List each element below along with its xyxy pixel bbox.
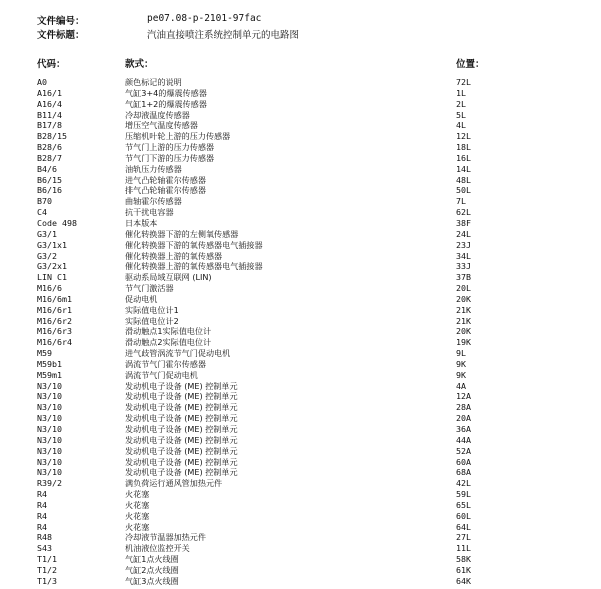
component-position: 68A — [456, 467, 471, 478]
component-position: 21K — [456, 304, 471, 315]
component-description: 催化转换器上游的氧传感器 — [125, 250, 223, 261]
table-row — [0, 142, 601, 153]
component-code: N3/10 — [37, 456, 62, 467]
component-code: R39/2 — [37, 478, 62, 489]
component-position: 28A — [456, 402, 471, 413]
table-row — [0, 435, 601, 446]
component-code: R4 — [37, 521, 47, 532]
component-position: 58K — [456, 554, 471, 565]
table-row — [0, 272, 601, 283]
component-position: 42L — [456, 478, 471, 489]
table-row — [0, 218, 601, 229]
component-code: M59b1 — [37, 358, 62, 369]
table-row — [0, 467, 601, 478]
table-row — [0, 164, 601, 175]
component-code: N3/10 — [37, 391, 62, 402]
component-code: N3/10 — [37, 424, 62, 434]
component-code: A0 — [37, 77, 47, 87]
component-description: 涡流节气门霍尔传感器 — [125, 358, 206, 369]
table-row — [0, 153, 601, 164]
component-description: 油轨压力传感器 — [125, 163, 182, 174]
component-description: 发动机电子设备 (ME) 控制单元 — [125, 380, 238, 391]
component-position: 59L — [456, 489, 471, 500]
component-position: 4A — [456, 380, 466, 391]
component-description: 发动机电子设备 (ME) 控制单元 — [125, 445, 238, 456]
table-row — [0, 348, 601, 359]
component-position: 9K — [456, 369, 466, 380]
component-description: 气缸3+4的爆震传感器 — [125, 87, 207, 98]
table-row — [0, 229, 601, 240]
component-description: 气缸1点火线圈 — [125, 554, 179, 565]
table-row — [0, 326, 601, 337]
component-description: 颜色标记的说明 — [125, 77, 182, 87]
component-description: 气缸2点火线圈 — [125, 564, 179, 575]
table-row — [0, 457, 601, 468]
component-position: 21K — [456, 315, 471, 326]
component-position: 20K — [456, 326, 471, 337]
component-position: 38F — [456, 217, 471, 228]
component-list — [0, 77, 601, 587]
component-description: 冷却液节温器加热元件 — [125, 532, 206, 543]
component-code: B28/6 — [37, 142, 62, 153]
document-number-label: 文件编号： — [37, 16, 85, 27]
component-position: 20K — [456, 293, 471, 304]
component-code: G3/2x1 — [37, 261, 67, 272]
component-code: B28/15 — [37, 131, 67, 142]
component-code: T1/2 — [37, 564, 57, 575]
component-position: 19K — [456, 337, 471, 348]
component-code: M16/6r4 — [37, 337, 72, 348]
table-row — [0, 110, 601, 121]
component-description: 催化转换器下游的左侧氧传感器 — [125, 228, 239, 239]
component-position: 44A — [456, 434, 471, 445]
component-position: 4L — [456, 120, 466, 131]
component-description: 冷却液温度传感器 — [125, 109, 190, 120]
component-description: 抗干扰电容器 — [125, 207, 174, 218]
component-position: 60L — [456, 510, 471, 521]
component-description: 发动机电子设备 (ME) 控制单元 — [125, 424, 238, 434]
component-position: 50L — [456, 185, 471, 196]
component-description: 火花塞 — [125, 521, 150, 532]
component-code: M16/6r1 — [37, 304, 72, 315]
component-description: 催化转换器上游的氧传感器电气插接器 — [125, 261, 263, 272]
component-code: B4/6 — [37, 163, 57, 174]
component-code: LIN C1 — [37, 272, 67, 283]
component-code: A16/1 — [37, 87, 62, 98]
table-row — [0, 576, 601, 587]
component-description: 发动机电子设备 (ME) 控制单元 — [125, 391, 238, 402]
component-description: 气缸1+2的爆震传感器 — [125, 98, 207, 109]
table-row — [0, 381, 601, 392]
component-code: M16/6r3 — [37, 326, 72, 337]
component-position: 62L — [456, 207, 471, 218]
table-row — [0, 240, 601, 251]
component-description: 火花塞 — [125, 489, 150, 500]
component-description: 滑动触点2实际值电位计 — [125, 337, 212, 348]
component-position: 33J — [456, 261, 471, 272]
component-description: 机油液位监控开关 — [125, 543, 190, 554]
component-position: 12A — [456, 391, 471, 402]
table-row — [0, 478, 601, 489]
document-number-value: pe07.08-p-2101-97fac — [147, 13, 262, 24]
component-code: R4 — [37, 499, 47, 510]
table-row — [0, 391, 601, 402]
component-code: G3/2 — [37, 250, 57, 261]
component-code: B70 — [37, 196, 52, 207]
component-description: 节气门激活器 — [125, 283, 174, 294]
component-code: R4 — [37, 510, 47, 521]
table-row — [0, 402, 601, 413]
component-description: 促动电机 — [125, 293, 158, 304]
component-code: R48 — [37, 532, 52, 543]
component-code: N3/10 — [37, 402, 62, 413]
component-code: B17/8 — [37, 120, 62, 131]
component-code: M59m1 — [37, 369, 62, 380]
component-position: 16L — [456, 152, 471, 163]
component-description: 日本版本 — [125, 217, 158, 228]
component-code: B28/7 — [37, 152, 62, 163]
component-position: 14L — [456, 163, 471, 174]
component-description: 进气凸轮轴霍尔传感器 — [125, 174, 206, 185]
table-row — [0, 305, 601, 316]
component-position: 20L — [456, 283, 471, 294]
component-position: 23J — [456, 239, 471, 250]
component-position: 11L — [456, 543, 471, 554]
table-row — [0, 413, 601, 424]
table-row — [0, 77, 601, 88]
table-row — [0, 359, 601, 370]
component-code: B6/15 — [37, 174, 62, 185]
table-row — [0, 131, 601, 142]
component-position: 27L — [456, 532, 471, 543]
table-row — [0, 337, 601, 348]
component-code: G3/1 — [37, 228, 57, 239]
column-header-description: 款式： — [125, 59, 154, 70]
component-description: 发动机电子设备 (ME) 控制单元 — [125, 413, 238, 424]
component-position: 24L — [456, 228, 471, 239]
table-row — [0, 543, 601, 554]
table-row — [0, 185, 601, 196]
component-position: 60A — [456, 456, 471, 467]
table-row — [0, 88, 601, 99]
component-code: C4 — [37, 207, 47, 218]
component-description: 增压空气温度传感器 — [125, 120, 198, 131]
table-row — [0, 522, 601, 533]
component-description: 滑动触点1实际值电位计 — [125, 326, 212, 337]
component-position: 64L — [456, 521, 471, 532]
component-description: 发动机电子设备 (ME) 控制单元 — [125, 434, 238, 445]
component-position: 2L — [456, 98, 466, 109]
component-description: 节气门下游的压力传感器 — [125, 152, 215, 163]
component-position: 61K — [456, 564, 471, 575]
table-row — [0, 99, 601, 110]
component-code: M59 — [37, 348, 52, 359]
component-code: M16/6m1 — [37, 293, 72, 304]
table-row — [0, 446, 601, 457]
component-position: 9L — [456, 348, 466, 359]
component-code: Code 498 — [37, 217, 77, 228]
table-row — [0, 370, 601, 381]
component-position: 52A — [456, 445, 471, 456]
component-description: 发动机电子设备 (ME) 控制单元 — [125, 456, 238, 467]
component-position: 1L — [456, 87, 466, 98]
component-description: 火花塞 — [125, 510, 150, 521]
column-header-code: 代码： — [37, 59, 66, 70]
component-code: R4 — [37, 489, 47, 500]
table-row — [0, 424, 601, 435]
component-description: 火花塞 — [125, 499, 150, 510]
table-row — [0, 175, 601, 186]
component-description: 涡流节气门促动电机 — [125, 369, 198, 380]
component-description: 发动机电子设备 (ME) 控制单元 — [125, 402, 238, 413]
component-description: 实际值电位计2 — [125, 315, 179, 326]
component-position: 7L — [456, 196, 466, 207]
component-code: B6/16 — [37, 185, 62, 196]
component-code: T1/1 — [37, 554, 57, 565]
component-code: T1/3 — [37, 575, 57, 586]
component-description: 催化转换器下游的氧传感器电气插接器 — [125, 239, 263, 250]
component-code: B11/4 — [37, 109, 62, 120]
table-row — [0, 532, 601, 543]
table-row — [0, 294, 601, 305]
component-description: 实际值电位计1 — [125, 304, 179, 315]
table-row — [0, 565, 601, 576]
component-description: 节气门上游的压力传感器 — [125, 142, 215, 153]
document-title-label: 文件标题： — [37, 30, 85, 41]
table-row — [0, 283, 601, 294]
component-code: A16/4 — [37, 98, 62, 109]
component-position: 5L — [456, 109, 466, 120]
component-description: 压缩机叶轮上游的压力传感器 — [125, 131, 231, 142]
component-position: 37B — [456, 272, 471, 283]
document-title-value: 汽油直接喷注系统控制单元的电路图 — [147, 30, 300, 41]
table-row — [0, 489, 601, 500]
component-code: N3/10 — [37, 413, 62, 424]
component-code: G3/1x1 — [37, 239, 67, 250]
component-code: N3/10 — [37, 467, 62, 478]
component-description: 驱动系局域互联网 (LIN) — [125, 272, 212, 283]
component-code: N3/10 — [37, 445, 62, 456]
table-row — [0, 120, 601, 131]
component-description: 排气凸轮轴霍尔传感器 — [125, 185, 206, 196]
component-description: 发动机电子设备 (ME) 控制单元 — [125, 467, 238, 478]
table-row — [0, 316, 601, 327]
column-header-position: 位置： — [456, 59, 485, 70]
component-position: 12L — [456, 131, 471, 142]
component-position: 34L — [456, 250, 471, 261]
component-description: 满负荷运行通风管加热元件 — [125, 478, 223, 489]
table-row — [0, 196, 601, 207]
component-position: 9K — [456, 358, 466, 369]
component-code: M16/6r2 — [37, 315, 72, 326]
component-position: 36A — [456, 424, 471, 434]
table-row — [0, 554, 601, 565]
component-position: 20A — [456, 413, 471, 424]
component-position: 65L — [456, 499, 471, 510]
component-description: 进气歧管涡流节气门促动电机 — [125, 348, 231, 359]
component-position: 18L — [456, 142, 471, 153]
component-position: 72L — [456, 77, 471, 87]
table-row — [0, 261, 601, 272]
component-code: N3/10 — [37, 434, 62, 445]
table-row — [0, 500, 601, 511]
component-description: 气缸3点火线圈 — [125, 575, 179, 586]
component-code: M16/6 — [37, 283, 62, 294]
component-code: N3/10 — [37, 380, 62, 391]
table-row — [0, 207, 601, 218]
component-position: 48L — [456, 174, 471, 185]
component-description: 曲轴霍尔传感器 — [125, 196, 182, 207]
component-position: 64K — [456, 575, 471, 586]
component-code: S43 — [37, 543, 52, 554]
table-row — [0, 511, 601, 522]
table-row — [0, 251, 601, 262]
